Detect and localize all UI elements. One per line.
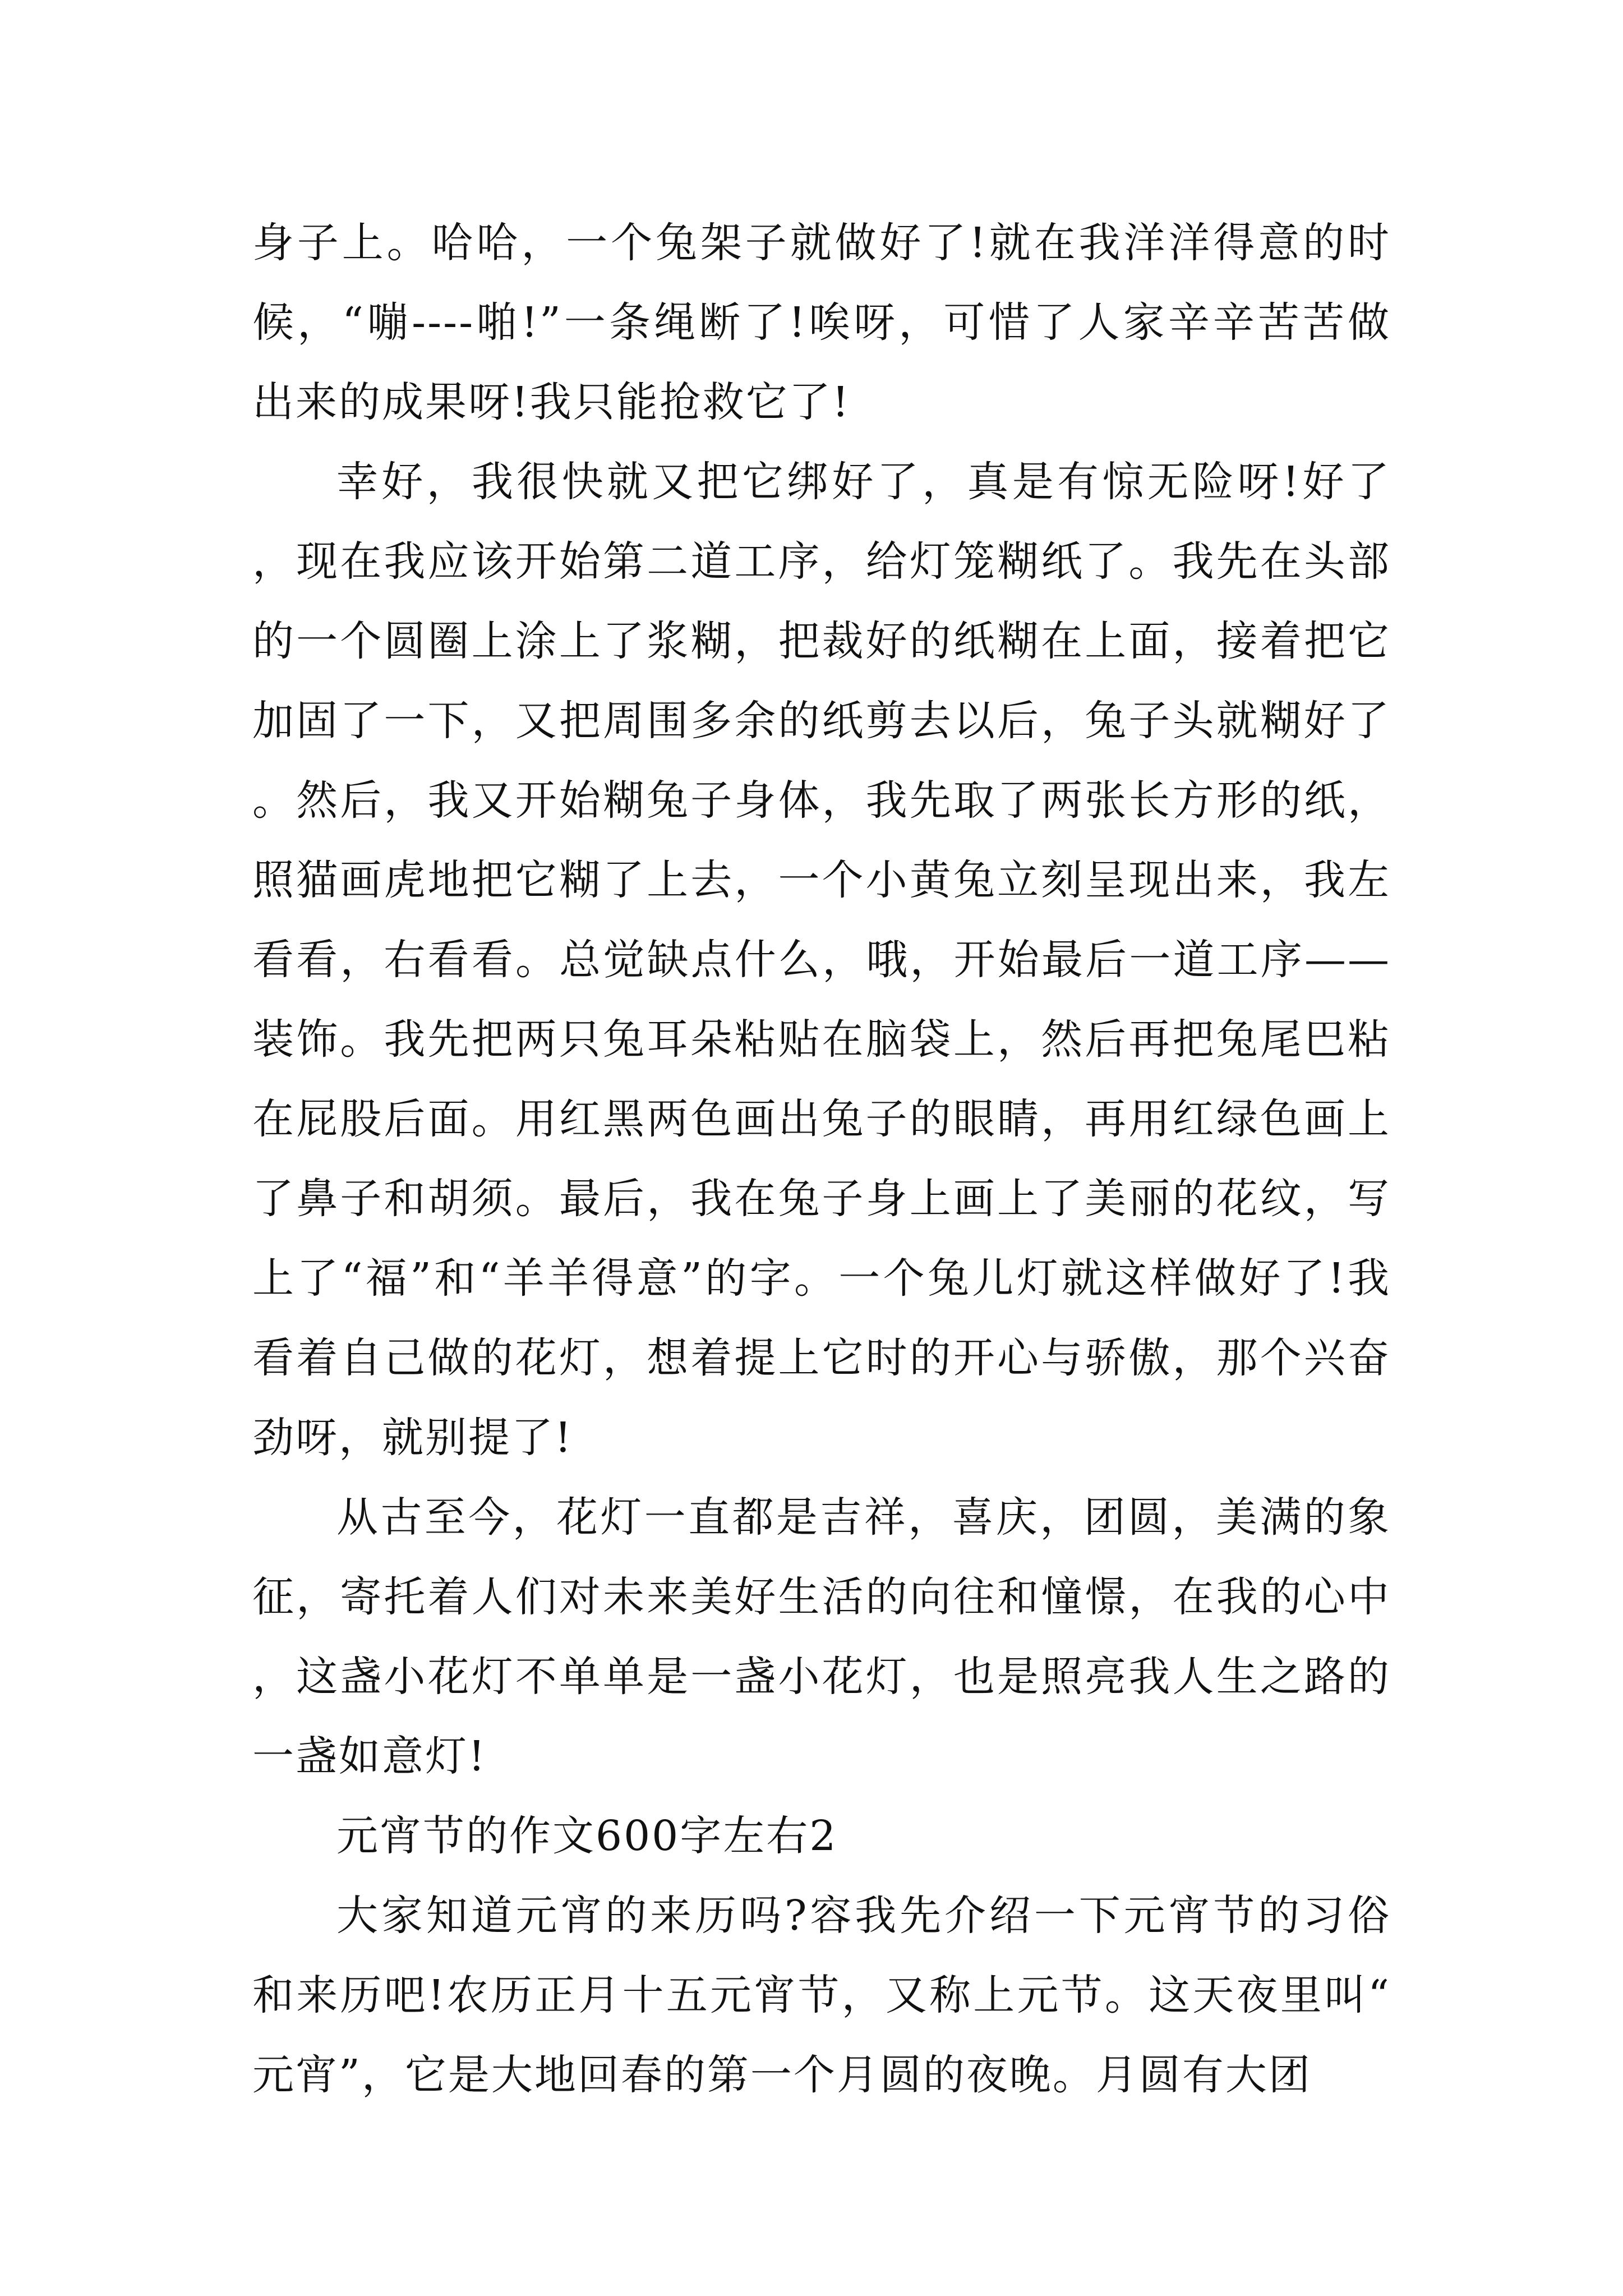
paragraph-continuation: 身子上。哈哈，一个兔架子就做好了!就在我洋洋得意的时候，“嘣----啪!”一条绳断了!唉呀，可惜了人家辛辛苦苦做出来的成果呀!我只能抢救它了! xyxy=(252,219,1391,426)
paragraph-lantern-making: 幸好，我很快就又把它绑好了，真是有惊无险呀!好了，现在我应该开始第二道工序，给灯笼糊纸了。我先在头部的一个圆圈上涂上了浆糊，把裁好的纸糊在上面，接着把它加固了一下，又把周围多余的纸剪去以后，兔子头就糊好了。然后，我又开始糊兔子身体，我先取了两张长方形的纸，照猫画虎地把它糊了上去，一个小黄兔立刻呈现出来，我左看看，右看看。总觉缺点什么，哦，开始最后一道工序——装饰。我先把两只兔耳朵粘贴在脑袋上，然后再把兔尾巴粘在屁股后面。用红黑两色画出兔子的眼睛，再用红绿色画上了鼻子和胡须。最后，我在兔子身上画上了美丽的花纹，写上了“福”和“羊羊得意”的字。一个兔儿灯就这样做好了!我看着自己做的花灯，想着提上它时的开心与骄傲，那个兴奋劲呀，就别提了! xyxy=(252,458,1391,1462)
essay-heading: 元宵节的作文600字左右2 xyxy=(336,1812,838,1860)
paragraph-festival-origin: 大家知道元宵的来历吗?容我先介绍一下元宵节的习俗和来历吧!农历正月十五元宵节，又称上元节。这天夜里叫“元宵”，它是大地回春的第一个月圆的夜晚。月圆有大团 xyxy=(252,1892,1391,2099)
paragraph-lantern-meaning: 从古至今，花灯一直都是吉祥，喜庆，团圆，美满的象征，寄托着人们对未来美好生活的向往和憧憬，在我的心中，这盏小花灯不单单是一盏小花灯，也是照亮我人生之路的一盏如意灯! xyxy=(252,1493,1391,1780)
document-body xyxy=(252,203,1391,2115)
